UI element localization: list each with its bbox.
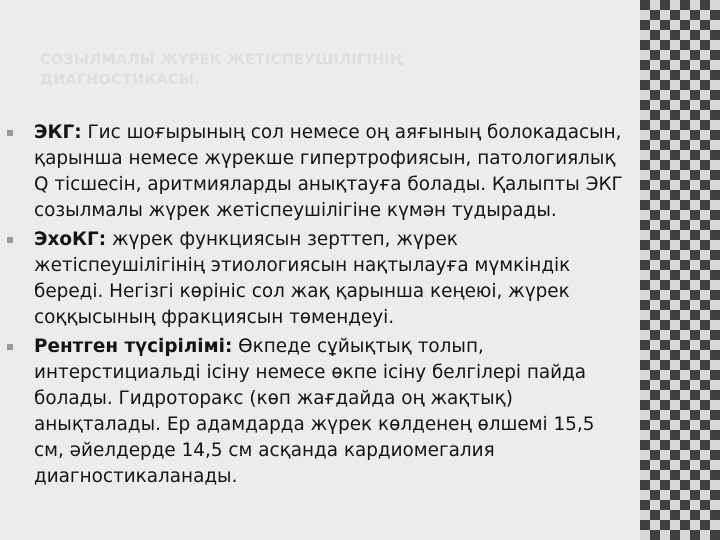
decorative-pattern <box>640 0 720 540</box>
bullet-echo <box>0 227 640 331</box>
bullet-term: ЭКГ: <box>34 122 82 143</box>
slide-title: СОЗЫЛМАЛЫ ЖҮРЕК ЖЕТІСПЕУШІЛІГІНІҢ ДИАГНОСТИКАСЫ. <box>40 52 404 88</box>
bullet-icon <box>7 130 13 136</box>
bullet-ecg <box>0 120 640 224</box>
bullet-term: Рентген түсірілімі: <box>34 336 233 357</box>
bullet-xray <box>0 334 640 490</box>
bullet-icon <box>7 237 13 243</box>
bullet-icon <box>7 344 13 350</box>
bullet-term: ЭхоКГ: <box>34 229 107 250</box>
bullet-list <box>0 120 640 490</box>
bullet-text: Өкпеде сұйықтық толып, интерстициальді ісіну немесе өкпе ісіну белгілері пайда болады. Гидроторакс (көп жағдайда оң жақтық) анықталады. Ер адамдарда жүрек көлденең өлшемі 15,5 см, әйелдерде 14,5 см асқанда кардиомегалия диагностикаланады. <box>34 336 595 487</box>
bullet-text: жүрек функциясын зерттеп, жүрек жетіспеушілігінің этиологиясын нақтылауға мүмкіндік береді. Негізгі көрініс сол жақ қарынша кеңеюі, жүрек соққысының фракциясын төмендеуі. <box>34 229 571 328</box>
bullet-text: Гис шоғырының сол немесе оң аяғының болокадасын, қарынша немесе жүрекше гипертрофиясын, патологиялық Q тісшесін, аритмияларды анықтауға болады. Қалыпты ЭКГ созылмалы жүрек жетіспеушілігіне күмән тудырады. <box>34 122 623 221</box>
